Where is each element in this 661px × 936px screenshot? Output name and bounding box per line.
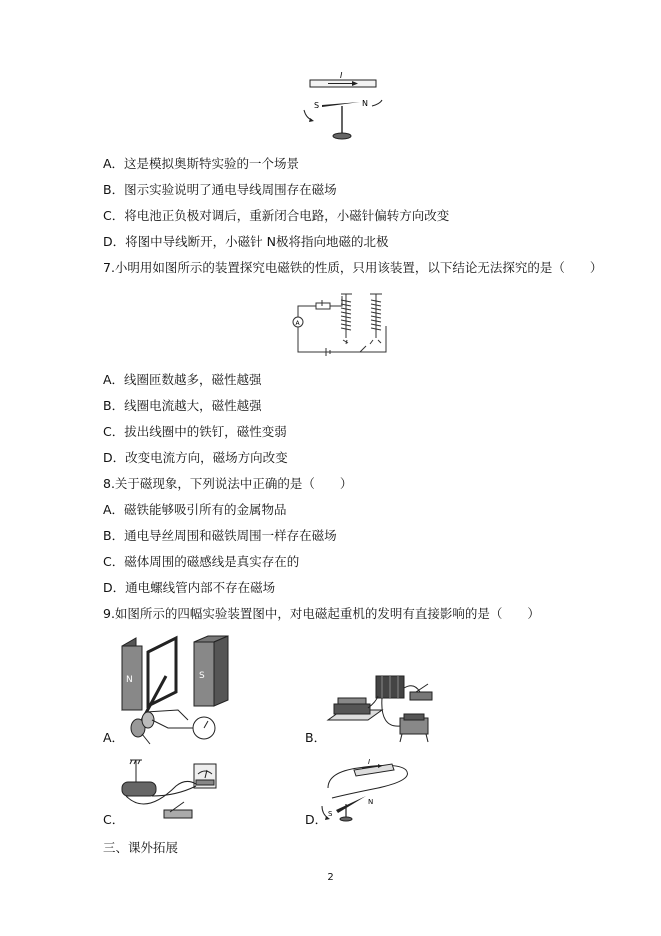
q8-option-d: D．通电螺线管内部不存在磁场 — [103, 580, 276, 595]
q6-option-d: D．将图中导线断开，小磁针 N极将指向地磁的北极 — [103, 234, 389, 249]
q8-option-b: B．通电导丝周围和磁铁周围一样存在磁场 — [103, 528, 337, 543]
q8-stem: 8.关于磁现象，下列说法中正确的是（ ） — [103, 476, 353, 491]
q7-option-b: B．线圈电流越大，磁性越强 — [103, 398, 262, 413]
q9-label-d: D． — [305, 812, 328, 827]
q9-figure-d — [318, 758, 418, 824]
q6-option-a: A．这是模拟奥斯特实验的一个场景 — [103, 156, 300, 171]
q8-option-c: C．磁体周围的磁感线是真实存在的 — [103, 554, 300, 569]
current-label: I — [340, 71, 343, 80]
q6-option-c: C．将电池正负极对调后，重新闭合电路，小磁针偏转方向改变 — [103, 208, 450, 223]
ammeter-label: A — [295, 320, 300, 327]
electromagnet-figure — [286, 286, 396, 358]
current-label-d: I — [368, 758, 371, 766]
q6-option-b: B．图示实验说明了通电导线周围存在磁场 — [103, 182, 337, 197]
oersted-figure — [300, 68, 390, 144]
q9-figure-a — [118, 632, 238, 746]
s-pole-label: S — [314, 101, 320, 110]
q9-label-a: A． — [103, 730, 125, 745]
q9-label-c: C． — [103, 812, 125, 827]
n-pole-label: N — [362, 99, 368, 108]
q9-stem: 9.如图所示的四幅实验装置图中，对电磁起重机的发明有直接影响的是（ ） — [103, 606, 540, 621]
magnet-n-label: N — [126, 675, 133, 685]
q7-stem: 7.小明用如图所示的装置探究电磁铁的性质，只用该装置，以下结论无法探究的是（ ） — [103, 260, 603, 275]
page-number: 2 — [327, 872, 334, 883]
s-label-d: S — [328, 810, 333, 818]
q9-figure-c — [116, 756, 222, 826]
q9-figure-b — [320, 668, 440, 746]
q8-option-a: A．磁铁能够吸引所有的金属物品 — [103, 502, 287, 517]
q7-option-c: C．拔出线圈中的铁钉，磁性变弱 — [103, 424, 287, 439]
magnet-s-label: S — [199, 671, 205, 681]
section-title: 三、课外拓展 — [103, 840, 179, 855]
q9-label-b: B． — [305, 730, 327, 745]
q7-option-d: D．改变电流方向，磁场方向改变 — [103, 450, 288, 465]
q7-option-a: A．线圈匝数越多，磁性越强 — [103, 372, 262, 387]
n-label-d: N — [368, 798, 374, 806]
